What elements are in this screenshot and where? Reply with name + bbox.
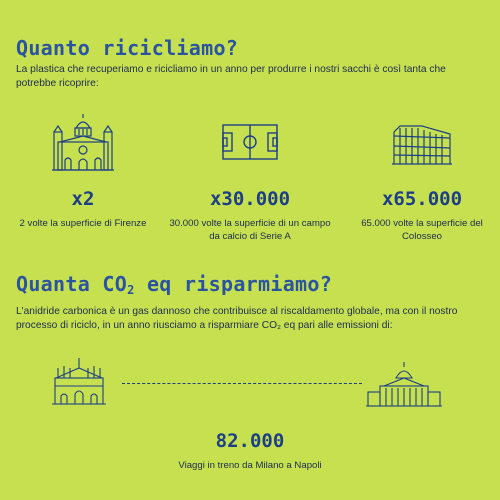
- title-co2-rest: eq risparmiamo?: [134, 272, 333, 296]
- naples-palace-icon: [366, 362, 442, 408]
- stat-value-colosseum: x65.000: [381, 188, 463, 210]
- football-field-icon: [222, 124, 278, 160]
- route-dashed-line: [122, 383, 362, 384]
- stat-value-florence: x2: [71, 188, 95, 210]
- stat-caption-florence: 2 volte la superficie di Firenze: [19, 218, 147, 229]
- section-intro-recycling: La plastica che recuperiamo e ricicliamo in un anno per produrre i nostri sacchi è così tanta che potrebbe ricoprire:: [16, 64, 446, 89]
- title-co2-main: Quanta CO: [16, 272, 128, 296]
- colosseum-icon: [392, 122, 452, 166]
- section-intro-co2: L'anidride carbonica è un gas dannoso che contribuisce al riscaldamento globale, ma con il nostro processo di riciclo, in un anno riusciamo a risparmiare CO₂ eq pari alle emissioni di:: [16, 306, 458, 331]
- stat-caption-football-field: 30.000 volte la superficie di un campo da calcio di Serie A: [169, 218, 331, 242]
- section-title-recycling: Quanto ricicliamo?: [16, 36, 239, 60]
- stat-caption-colosseum: 65.000 volte la superficie del Colosseo: [361, 218, 483, 242]
- stat-value-football-field: x30.000: [209, 188, 291, 210]
- cathedral-icon: [52, 112, 114, 174]
- milan-cathedral-icon: [52, 358, 106, 406]
- title-co2-subscript: 2: [127, 283, 135, 297]
- trips-value: 82.000: [215, 430, 285, 452]
- trips-caption: Viaggi in treno da Milano a Napoli: [178, 460, 322, 471]
- section-title-co2: [16, 272, 332, 297]
